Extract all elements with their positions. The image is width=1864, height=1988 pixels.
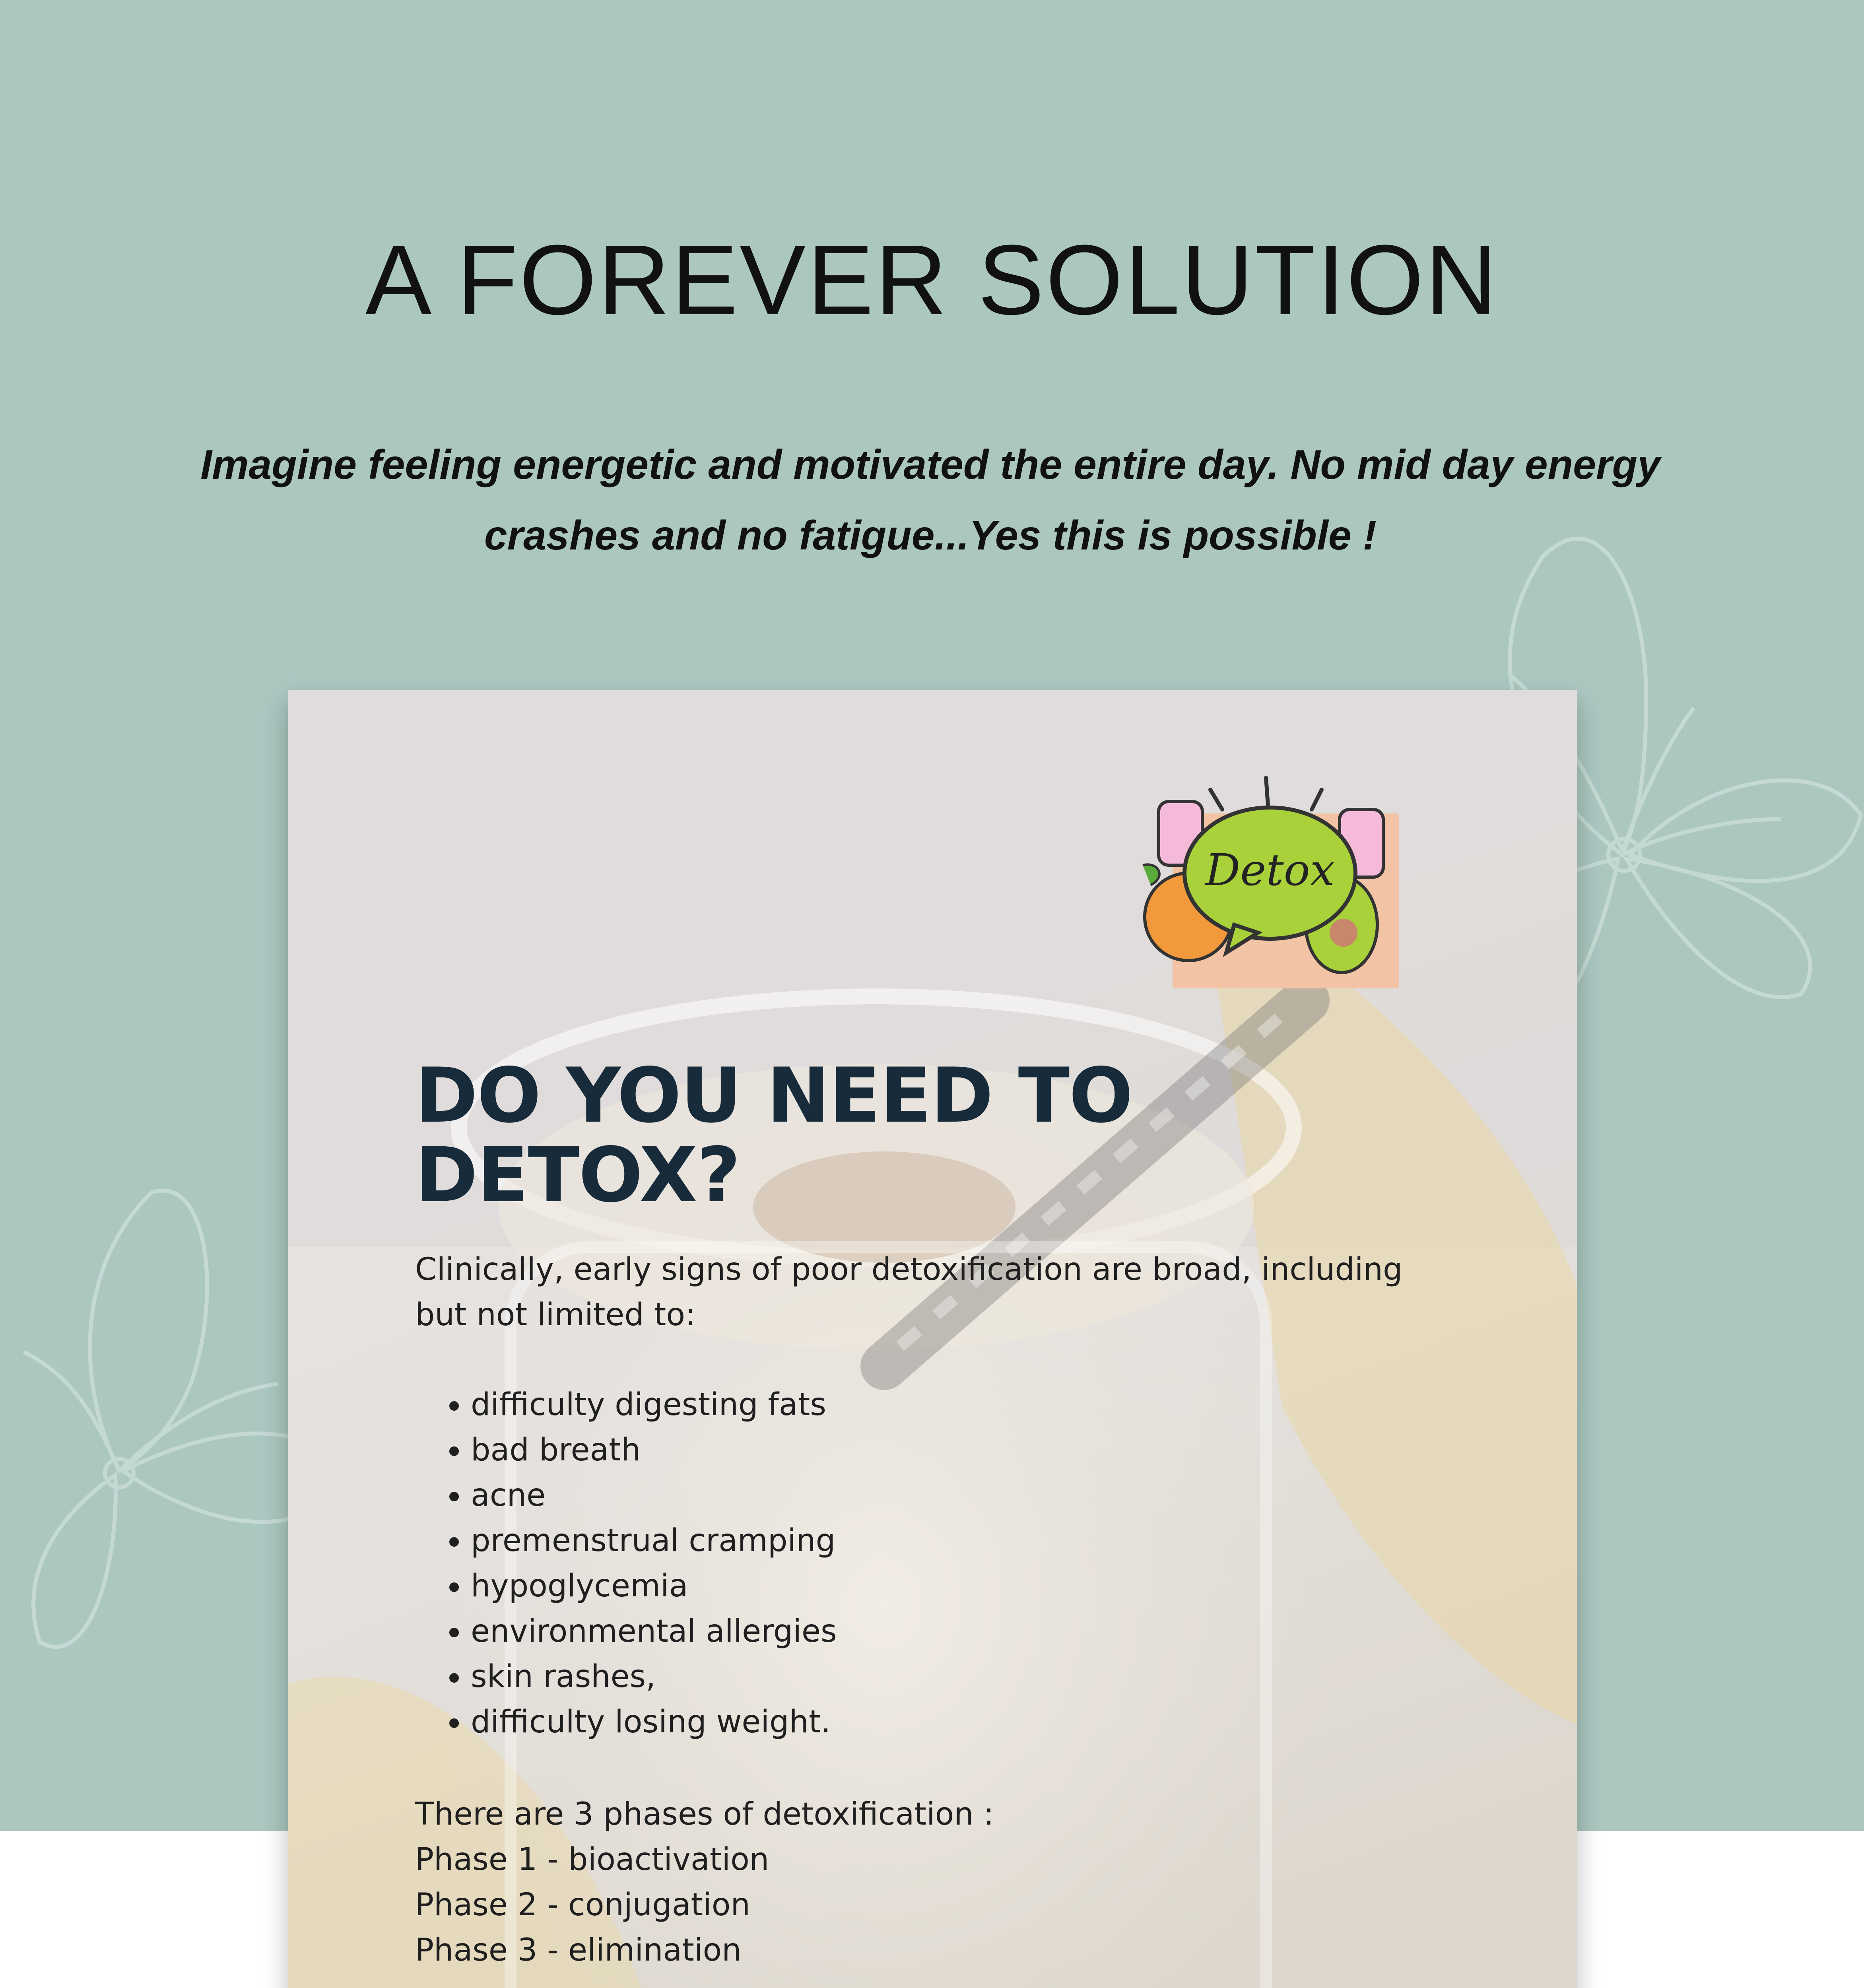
card-title [415,1052,1457,1219]
phases-intro: There are 3 phases of detoxification : [415,1796,994,1832]
symptom-item: • hypoglycemia [471,1563,1505,1609]
symptom-item: • bad breath [471,1427,1505,1473]
detox-badge-label: Detox [1205,845,1335,895]
symptom-item: • acne [471,1473,1505,1518]
phase-item: Phase 3 - elimination [415,1932,742,1968]
symptom-item: • environmental allergies [471,1609,1505,1654]
symptom-list [415,1382,1505,1745]
page-title: A FOREVER SOLUTION [365,224,1499,335]
tagline: Imagine feeling energetic and motivated the entire day. No mid day energy crashes and no fatigue...Yes this is possible ! [200,442,1660,559]
card-title-line-2: DETOX? [415,1131,740,1219]
intro-paragraph: Clinically, early signs of poor detoxification are broad, including but not limited to: [415,1252,1403,1333]
symptom-item: • premenstrual cramping [471,1518,1505,1563]
symptom-item: • difficulty digesting fats [471,1382,1505,1427]
detox-badge-icon [1135,766,1425,988]
symptom-item: • difficulty losing weight. [471,1699,1505,1745]
phase-item: Phase 1 - bioactivation [415,1842,769,1877]
phases-block [415,1792,1449,1973]
symptom-item: • skin rashes, [471,1654,1505,1699]
detox-info-card [288,690,1577,1988]
card-title-line-1: DO YOU NEED TO [415,1052,1132,1140]
phase-item: Phase 2 - conjugation [415,1887,750,1923]
